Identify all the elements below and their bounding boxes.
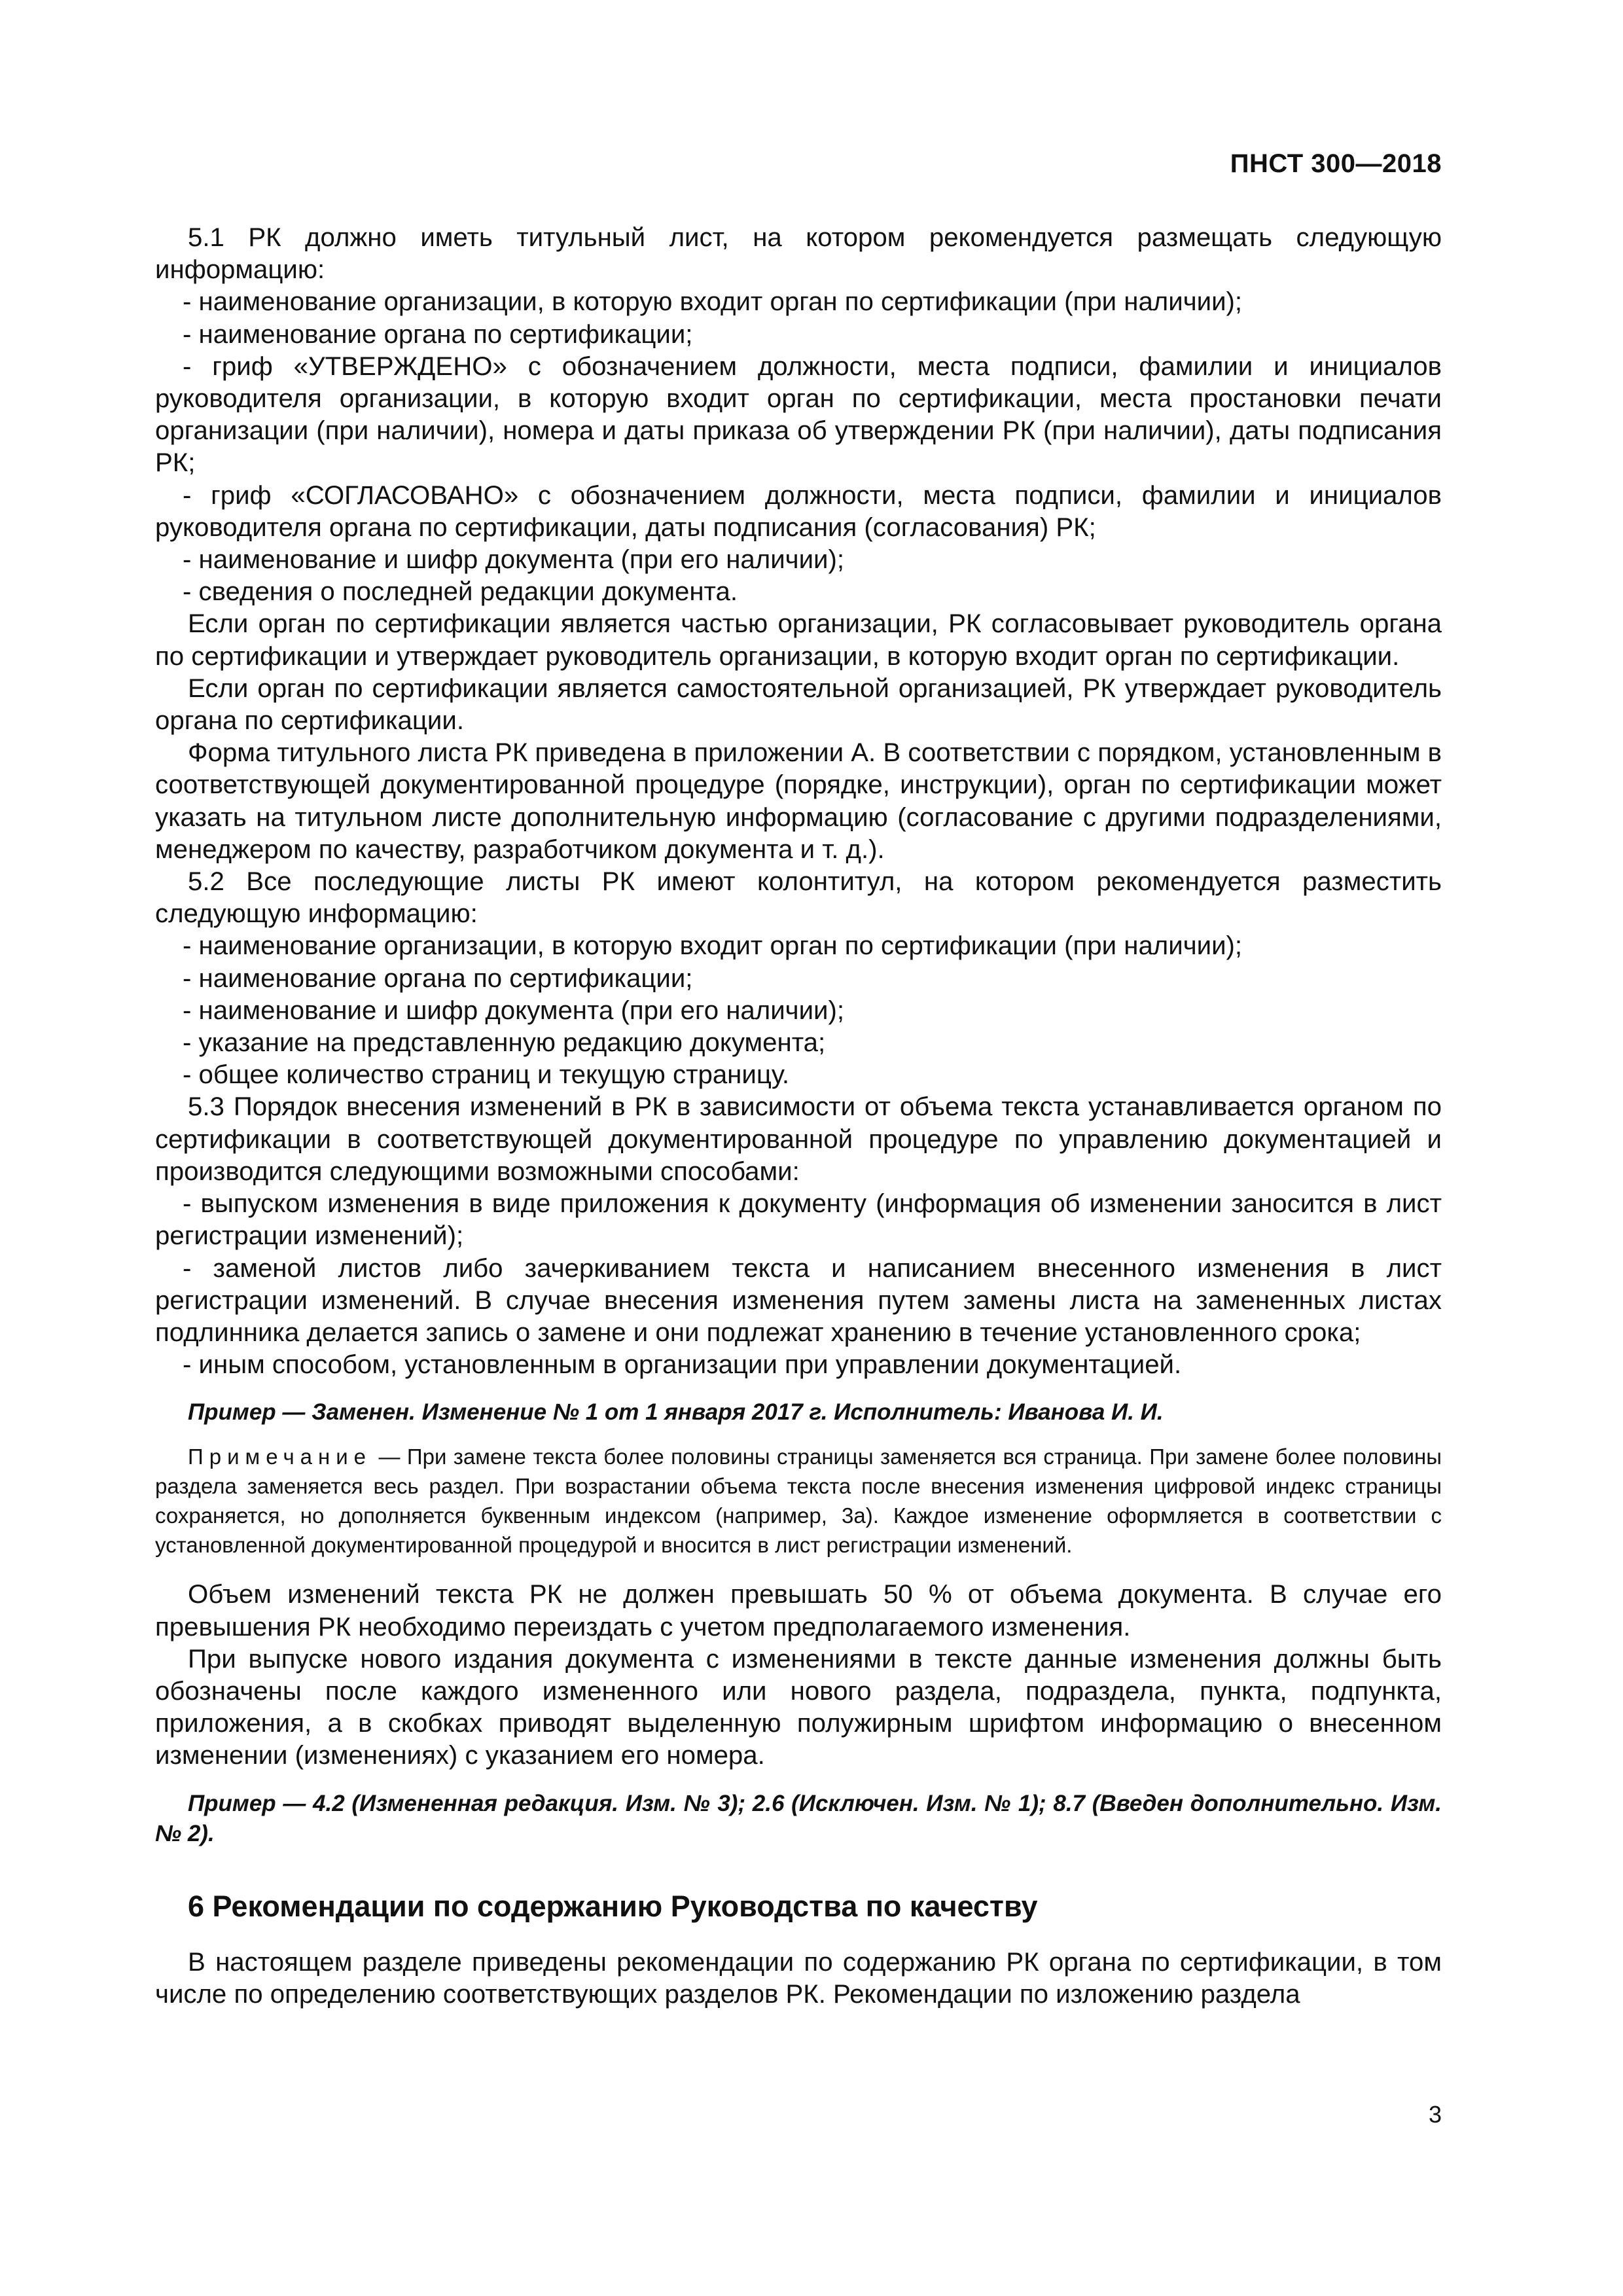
example-text: Пример — 4.2 (Измененная редакция. Изм. № 3); 2.6 (Исключен. Изм. № 1); 8.7 (Введен дополнительно. Изм. № 2). bbox=[155, 1790, 1442, 1846]
list-item: - заменой листов либо зачеркиванием текста и написанием внесенного изменения в лист регистрации изменений. В случае внесения изменения путем замены листа на замененных листах подлинника делается запись о замене и они подлежат хранению в течение установленного срока; bbox=[155, 1253, 1442, 1347]
list-item: - наименование органа по сертификации; bbox=[183, 319, 693, 349]
list-item: - сведения о последней редакции документа. bbox=[183, 577, 738, 607]
list-item: - общее количество страниц и текущую страницу. bbox=[183, 1060, 790, 1090]
list-item: - гриф «УТВЕРЖДЕНО» с обозначением должности, места подписи, фамилии и инициалов руководителя организации, в которую входит орган по сертификации, места простановки печати организации (при наличии), номера и даты приказа об утверждении РК (при наличии), даты подписания РК; bbox=[155, 351, 1442, 478]
example-text: Пример — Заменен. Изменение № 1 от 1 января 2017 г. Исполнитель: Иванова И. И. bbox=[188, 1399, 1164, 1426]
note-text: — При замене текста более половины страницы заменяется вся страница. При замене более половины раздела заменяется весь раздел. При возрастании объема текста после внесения изменения цифровой индекс страницы сохраняется, но дополняется буквенным индексом (например, 3а). Каждое изменение оформляется в соответствии с установленной документированной процедурой и вносится в лист регистрации изменений. bbox=[155, 1444, 1442, 1558]
paragraph-5-2: 5.2 Все последующие листы РК имеют колонтитул, на котором рекомендуется разместить следующую информацию: bbox=[155, 867, 1442, 929]
list-item: - наименование и шифр документа (при его наличии); bbox=[183, 545, 845, 575]
paragraph: Если орган по сертификации является частью организации, РК согласовывает руководитель органа по сертификации и утверждает руководитель организации, в которую входит орган по сертификации. bbox=[155, 609, 1442, 671]
list-item: - выпуском изменения в виде приложения к документу (информация об изменении заносится в лист регистрации изменений); bbox=[155, 1189, 1442, 1251]
list-item: - наименование организации, в которую входит орган по сертификации (при наличии); bbox=[183, 931, 1243, 961]
paragraph: Объем изменений текста РК не должен превышать 50 % от объема документа. В случае его превышения РК необходимо переиздать с учетом предполагаемого изменения. bbox=[155, 1579, 1442, 1641]
list-item: - наименование организации, в которую входит орган по сертификации (при наличии); bbox=[183, 287, 1243, 317]
note-label: Примечание bbox=[188, 1444, 372, 1469]
list-item: - гриф «СОГЛАСОВАНО» с обозначением должности, места подписи, фамилии и инициалов руководителя органа по сертификации, даты подписания (согласования) РК; bbox=[155, 480, 1442, 542]
list-item: - наименование органа по сертификации; bbox=[183, 963, 693, 993]
paragraph: Если орган по сертификации является самостоятельной организацией, РК утверждает руководитель органа по сертификации. bbox=[155, 673, 1442, 736]
page-number: 3 bbox=[1428, 2101, 1442, 2128]
paragraph: При выпуске нового издания документа с изменениями в тексте данные изменения должны быть обозначены после каждого измененного или нового раздела, подраздела, пункта, подпункта, приложения, а в скобках приводят выделенную полужирным шрифтом информацию о внесенном изменении (изменениях) с указанием его номера. bbox=[155, 1643, 1442, 1770]
list-item: - иным способом, установленным в организации при управлении документацией. bbox=[183, 1350, 1182, 1380]
paragraph-5-1: 5.1 РК должно иметь титульный лист, на котором рекомендуется размещать следующую информацию: bbox=[155, 223, 1442, 285]
list-item: - наименование и шифр документа (при его наличии); bbox=[183, 995, 845, 1025]
paragraph: Форма титульного листа РК приведена в приложении А. В соответствии с порядком, установленным в соответствующей документированной процедуре (порядке, инструкции), орган по сертификации может указать на титульном листе дополнительную информацию (согласование с другими подразделениями, менеджером по качеству, разработчиком документа и т. д.). bbox=[155, 738, 1442, 864]
page-content bbox=[155, 221, 1442, 2010]
note-block bbox=[155, 1442, 1442, 1560]
paragraph-5-3: 5.3 Порядок внесения изменений в РК в зависимости от объема текста устанавливается органом по сертификации в соответствующей документированной процедуре по управлению документацией и производится следующими возможными способами: bbox=[155, 1092, 1442, 1186]
document-code-header: ПНСТ 300—2018 bbox=[1230, 149, 1442, 178]
paragraph: В настоящем разделе приведены рекомендации по содержанию РК органа по сертификации, в том числе по определению соответствующих разделов РК. Рекомендации по изложению раздела bbox=[155, 1946, 1442, 2009]
list-item: - указание на представленную редакцию документа; bbox=[183, 1028, 826, 1058]
section-heading: 6 Рекомендации по содержанию Руководства по качеству bbox=[188, 1889, 1038, 1923]
